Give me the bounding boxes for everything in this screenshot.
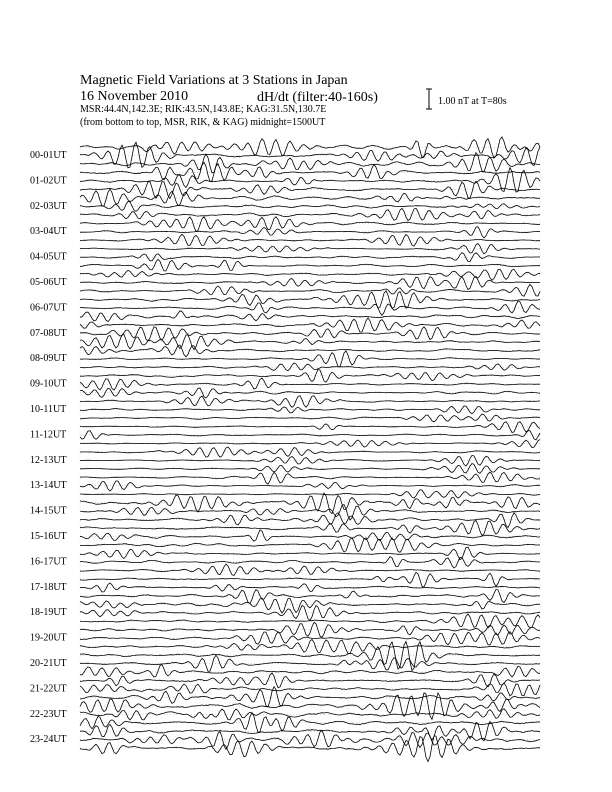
row-label: 21-22UT: [30, 683, 67, 695]
trace-msr: [80, 363, 540, 371]
trace-rik: [80, 683, 540, 696]
trace-msr: [80, 713, 540, 733]
station-order-note: (from bottom to top, MSR, RIK, & KAG) midnight=1500UT: [80, 117, 326, 128]
row-label: 18-19UT: [30, 607, 67, 619]
row-label: 22-23UT: [30, 708, 67, 720]
chart-date: 16 November 2010: [80, 89, 189, 104]
row-label: 19-20UT: [30, 632, 67, 644]
trace-msr: [80, 259, 540, 271]
trace-msr: [80, 564, 540, 575]
trace-msr: [80, 464, 540, 474]
trace-msr: [80, 388, 540, 398]
row-label: 15-16UT: [30, 531, 67, 542]
row-label: 06-07UT: [30, 302, 67, 314]
filter-label: dH/dt (filter:40-160s): [257, 90, 378, 105]
trace-rik: [80, 557, 540, 568]
trace-msr: [80, 234, 540, 246]
scale-label: 1.00 nT at T=80s: [438, 96, 507, 107]
trace-msr: [80, 311, 540, 322]
row-label: 17-18UT: [30, 581, 67, 593]
row-label: 04-05UT: [30, 251, 67, 263]
trace-rik: [80, 327, 540, 341]
row-label: 14-15UT: [30, 505, 67, 517]
row-label: 08-09UT: [30, 353, 67, 365]
row-label: 20-21UT: [30, 658, 67, 669]
row-label: 03-04UT: [30, 226, 67, 238]
chart-title: Magnetic Field Variations at 3 Stations in Japan: [80, 73, 348, 88]
row-label: 00-01UT: [30, 150, 67, 161]
row-label: 13-14UT: [30, 480, 67, 492]
trace-rik: [80, 505, 540, 521]
row-label: 07-08UT: [30, 327, 67, 339]
row-label: 16-17UT: [30, 556, 67, 568]
row-label: 01-02UT: [30, 175, 67, 187]
trace-rik: [80, 301, 540, 315]
row-label: 09-10UT: [30, 378, 67, 390]
row-label: 11-12UT: [30, 429, 67, 441]
row-label: 12-13UT: [30, 454, 67, 466]
station-coordinates: MSR:44.4N,142.3E; RIK:43.5N,143.8E; KAG:31.5N,130.7E: [80, 104, 327, 115]
row-label: 10-11UT: [30, 404, 67, 415]
trace-msr: [80, 208, 540, 220]
row-label: 02-03UT: [30, 200, 67, 212]
trace-msr: [80, 335, 540, 350]
row-label: 23-24UT: [30, 734, 67, 746]
row-label: 05-06UT: [30, 277, 67, 288]
